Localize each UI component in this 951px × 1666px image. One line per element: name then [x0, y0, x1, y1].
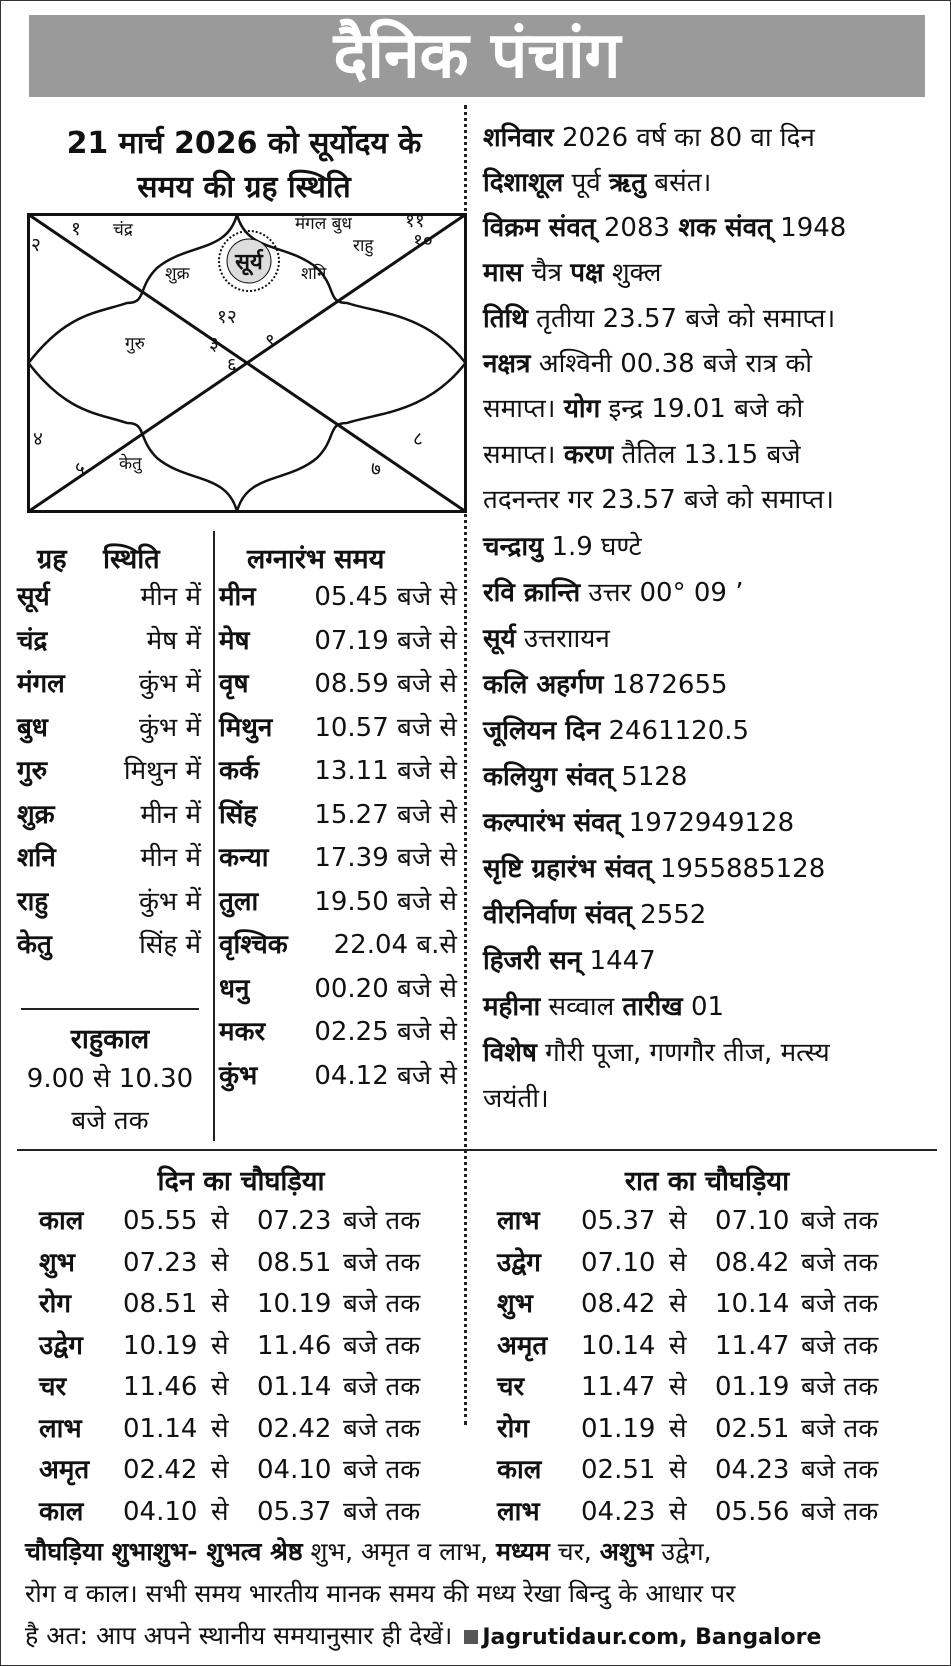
choghadiya-suffix: बजे तक: [343, 1206, 421, 1236]
grah-planet: शुक्र: [17, 799, 55, 830]
lagna-time: 07.19 बजे से: [314, 625, 457, 656]
kaliyug-line: कलियुग संवत् 5128: [483, 762, 688, 792]
planet-ketu: केतु: [119, 454, 142, 474]
mahina-line: महीना सव्वाल तारीख 01: [483, 992, 725, 1022]
choghadiya-row: [497, 1247, 937, 1281]
house-6: ६: [227, 354, 237, 376]
chandrayu-line: चन्द्रायु 1.9 घण्टे: [483, 532, 642, 562]
house-9: ९: [265, 330, 275, 352]
lagna-row: [219, 712, 461, 746]
grah-row: [17, 581, 207, 615]
choghadiya-row: [497, 1413, 937, 1447]
choghadiya-row: [497, 1454, 937, 1488]
lagna-sign: कुंभ: [219, 1060, 258, 1091]
choghadiya-from: 07.10: [581, 1247, 656, 1278]
choghadiya-se: से: [669, 1247, 687, 1278]
choghadiya-name: काल: [39, 1206, 84, 1236]
choghadiya-to: 02.42: [257, 1413, 332, 1444]
choghadiya-to: 07.10: [715, 1206, 790, 1236]
kali-line: कलि अहर्गण 1872655: [483, 670, 728, 700]
dishashool-line: दिशाशूल पूर्व ऋतु बसंत।: [483, 168, 712, 198]
choghadiya-suffix: बजे तक: [343, 1372, 421, 1402]
choghadiya-from: 05.55: [123, 1206, 198, 1236]
footer-line-2: रोग व काल। सभी समय भारतीय मानक समय की मध्य रेखा बिन्दु के आधार पर: [25, 1579, 736, 1608]
choghadiya-to: 05.56: [715, 1496, 790, 1527]
choghadiya-row: [39, 1330, 479, 1364]
planet-mangal-budh: मंगल बुध: [295, 214, 352, 234]
choghadiya-row: [39, 1205, 479, 1239]
house-5: ५: [75, 458, 85, 480]
choghadiya-from: 01.19: [581, 1413, 656, 1444]
lagna-time: 00.20 बजे से: [314, 973, 457, 1004]
lagna-row: [219, 1016, 461, 1050]
choghadiya-suffix: बजे तक: [801, 1289, 879, 1319]
choghadiya-se: से: [669, 1289, 687, 1319]
grah-row: [17, 625, 207, 659]
lagna-time: 04.12 बजे से: [314, 1060, 457, 1091]
choghadiya-row: [497, 1371, 937, 1405]
lagna-time: 19.50 बजे से: [314, 886, 457, 917]
choghadiya-divider: [17, 1149, 937, 1151]
lagna-sign: धनु: [219, 973, 250, 1004]
choghadiya-row: [39, 1413, 479, 1447]
vishesh-cont-line: जयंती।: [483, 1084, 549, 1114]
planet-shani: शनि: [301, 264, 327, 284]
choghadiya-row: [39, 1371, 479, 1405]
choghadiya-suffix: बजे तक: [801, 1247, 879, 1278]
planet-shukra: शुक्र: [165, 264, 190, 284]
grah-planet: केतु: [17, 930, 52, 960]
house-7: ७: [371, 458, 381, 480]
grah-sign: कुंभ में: [138, 886, 201, 917]
choghadiya-to: 11.46: [257, 1330, 332, 1361]
house-4: ४: [33, 428, 43, 450]
choghadiya-se: से: [211, 1247, 229, 1278]
planet-guru: गुरु: [125, 334, 145, 354]
choghadiya-from: 10.14: [581, 1330, 656, 1361]
choghadiya-suffix: बजे तक: [801, 1496, 879, 1527]
choghadiya-from: 07.23: [123, 1247, 198, 1278]
grah-planet: बुध: [17, 712, 48, 743]
choghadiya-name: चर: [39, 1372, 67, 1402]
srishti-line: सृष्टि ग्रहारंभ संवत् 1955885128: [483, 854, 826, 884]
din-choghadiya-header: दिन का चौघड़िया: [157, 1166, 325, 1197]
choghadiya-suffix: बजे तक: [343, 1413, 421, 1444]
weekday-line: शनिवार 2026 वर्ष का 80 वा दिन: [483, 123, 815, 153]
choghadiya-from: 11.47: [581, 1372, 656, 1402]
lagna-header: लग्नारंभ समय: [247, 544, 385, 575]
lagna-row: [219, 973, 461, 1007]
grah-sign: कुंभ में: [138, 712, 201, 743]
choghadiya-name: काल: [39, 1496, 84, 1527]
choghadiya-to: 01.19: [715, 1372, 790, 1402]
lagna-sign: वृश्चिक: [219, 930, 288, 960]
choghadiya-row: [497, 1288, 937, 1322]
grah-row: [17, 842, 207, 876]
choghadiya-row: [39, 1496, 479, 1530]
vishesh-line: विशेष गौरी पूजा, गणगौर तीज, मत्स्य: [483, 1038, 830, 1068]
choghadiya-row: [497, 1205, 937, 1239]
choghadiya-se: से: [211, 1413, 229, 1444]
lagna-sign: मकर: [219, 1017, 266, 1047]
tithi-line: तिथि तृतीया 23.57 बजे को समाप्त।: [483, 304, 836, 334]
footer-credit: Jagrutidaur.com, Bangalore: [482, 1625, 822, 1650]
choghadiya-from: 02.42: [123, 1455, 198, 1485]
choghadiya-row: [39, 1288, 479, 1322]
house-1: १: [71, 218, 81, 240]
chart-heading-line1: 21 मार्च 2026 को सूर्योदय के: [66, 126, 422, 161]
lagna-time: 13.11 बजे से: [314, 756, 457, 786]
lagna-sign: मिथुन: [219, 712, 273, 743]
ravi-kranti-line: रवि क्रान्ति उत्तर 00° 09 ’: [483, 578, 744, 608]
lagna-time: 02.25 बजे से: [314, 1017, 457, 1047]
choghadiya-to: 07.23: [257, 1206, 332, 1236]
choghadiya-suffix: बजे तक: [801, 1372, 879, 1402]
lagna-time: 22.04 ब.से: [333, 930, 457, 960]
choghadiya-name: उद्वेग: [497, 1247, 541, 1278]
veer-line: वीरनिर्वाण संवत् 2552: [483, 900, 707, 930]
house-8: ८: [413, 428, 423, 450]
choghadiya-from: 04.23: [581, 1496, 656, 1527]
grah-row: [17, 799, 207, 833]
grah-header: ग्रह: [37, 544, 67, 575]
choghadiya-suffix: बजे तक: [343, 1496, 421, 1527]
choghadiya-from: 11.46: [123, 1372, 198, 1402]
lagna-row: [219, 755, 461, 789]
house-3: ३: [209, 333, 219, 355]
hijri-line: हिजरी सन् 1447: [483, 946, 656, 976]
karan-line: समाप्त। करण तैतिल 13.15 बजे: [483, 440, 801, 470]
grah-sign: मेष में: [146, 625, 201, 656]
choghadiya-se: से: [669, 1413, 687, 1444]
lagna-time: 10.57 बजे से: [314, 712, 457, 743]
sthiti-header: स्थिति: [103, 544, 160, 575]
choghadiya-se: से: [211, 1289, 229, 1319]
choghadiya-from: 04.10: [123, 1496, 198, 1527]
choghadiya-se: से: [211, 1496, 229, 1527]
rahukaal-suffix: बजे तक: [71, 1106, 149, 1136]
choghadiya-se: से: [211, 1455, 229, 1485]
choghadiya-se: से: [211, 1206, 229, 1236]
choghadiya-row: [39, 1247, 479, 1281]
choghadiya-name: लाभ: [39, 1413, 82, 1444]
lagna-sign: तुला: [219, 886, 259, 917]
grah-planet: राहु: [17, 886, 49, 917]
choghadiya-to: 04.23: [715, 1455, 790, 1485]
rahukaal-time: 9.00 से 10.30: [26, 1064, 194, 1094]
house-2: २: [31, 234, 41, 256]
footer-line-1: चौघड़िया शुभाशुभ- शुभत्व श्रेष्ठ शुभ, अमृत व लाभ, मध्यम चर, अशुभ उद्वेग,: [25, 1537, 712, 1566]
lagna-row: [219, 799, 461, 833]
choghadiya-to: 08.42: [715, 1247, 790, 1278]
lagna-row: [219, 1060, 461, 1094]
choghadiya-se: से: [211, 1372, 229, 1402]
grah-planet: चंद्र: [17, 625, 48, 656]
choghadiya-name: रोग: [497, 1413, 530, 1444]
choghadiya-row: [497, 1330, 937, 1364]
nakshatra-line: नक्षत्र अश्विनी 00.38 बजे रात्र को: [483, 349, 813, 379]
choghadiya-row: [39, 1454, 479, 1488]
choghadiya-se: से: [669, 1496, 687, 1527]
choghadiya-suffix: बजे तक: [343, 1455, 421, 1485]
choghadiya-se: से: [669, 1455, 687, 1485]
planet-chandra: चंद्र: [113, 220, 133, 240]
chart-heading-line2: समय की ग्रह स्थिति: [137, 170, 351, 205]
house-12: १२: [217, 306, 237, 328]
grah-sign: मिथुन में: [123, 756, 201, 786]
kundali-chart: [27, 213, 467, 513]
samvat-line: विक्रम संवत् 2083 शक संवत् 1948: [483, 213, 847, 243]
choghadiya-name: शुभ: [39, 1247, 75, 1278]
lagna-time: 05.45 बजे से: [314, 582, 457, 612]
house-10: १०: [413, 230, 433, 252]
grah-planet: सूर्य: [17, 582, 50, 612]
grah-row: [17, 668, 207, 702]
lagna-sign: वृष: [219, 669, 249, 699]
choghadiya-to: 01.14: [257, 1372, 332, 1402]
lagna-row: [219, 581, 461, 615]
choghadiya-name: अमृत: [39, 1455, 90, 1485]
choghadiya-suffix: बजे तक: [343, 1330, 421, 1361]
choghadiya-name: रोग: [39, 1289, 72, 1319]
choghadiya-from: 08.42: [581, 1289, 656, 1319]
choghadiya-se: से: [211, 1330, 229, 1361]
choghadiya-to: 10.14: [715, 1289, 790, 1319]
choghadiya-se: से: [669, 1206, 687, 1236]
choghadiya-to: 02.51: [715, 1413, 790, 1444]
choghadiya-to: 04.10: [257, 1455, 332, 1485]
lagna-row: [219, 625, 461, 659]
grah-row: [17, 712, 207, 746]
grah-row: [17, 886, 207, 920]
square-icon: [464, 1630, 478, 1644]
grah-planet: शनि: [17, 843, 56, 873]
raat-choghadiya-header: रात का चौघड़िया: [624, 1166, 790, 1197]
choghadiya-suffix: बजे तक: [801, 1206, 879, 1236]
maas-line: मास चैत्र पक्ष शुक्ल: [483, 258, 662, 288]
footer-line-3: है अत: आप अपने स्थानीय समयानुसार ही देखें। Jagrutidaur.com, Bangalore: [25, 1621, 822, 1650]
grah-sign: मीन में: [140, 843, 201, 873]
choghadiya-suffix: बजे तक: [343, 1247, 421, 1278]
footer-note: [25, 1531, 935, 1659]
lagna-sign: कर्क: [219, 756, 259, 786]
grah-lagna-divider: [213, 531, 215, 1141]
choghadiya-from: 05.37: [581, 1206, 656, 1236]
grah-sign: मीन में: [140, 799, 201, 830]
grah-planet: गुरु: [17, 756, 48, 786]
choghadiya-suffix: बजे तक: [801, 1455, 879, 1485]
house-11: ११: [405, 213, 425, 232]
lagna-time: 15.27 बजे से: [314, 799, 457, 830]
choghadiya-row: [497, 1496, 937, 1530]
choghadiya-to: 10.19: [257, 1289, 332, 1319]
choghadiya-from: 02.51: [581, 1455, 656, 1485]
choghadiya-to: 05.37: [257, 1496, 332, 1527]
grah-sign: कुंभ में: [138, 669, 201, 699]
choghadiya-name: उद्वेग: [39, 1330, 83, 1361]
lagna-sign: कन्या: [219, 843, 269, 873]
karan-cont-line: तदनन्तर गर 23.57 बजे को समाप्त।: [483, 485, 834, 515]
yog-line: समाप्त। योग इन्द्र 19.01 बजे को: [483, 394, 804, 424]
choghadiya-suffix: बजे तक: [343, 1289, 421, 1319]
choghadiya-to: 11.47: [715, 1330, 790, 1361]
choghadiya-name: शुभ: [497, 1289, 533, 1319]
planet-rahu: राहु: [353, 236, 374, 256]
lagna-row: [219, 842, 461, 876]
grah-row: [17, 929, 207, 963]
kalparambh-line: कल्पारंभ संवत् 1972949128: [483, 808, 795, 838]
choghadiya-from: 10.19: [123, 1330, 198, 1361]
choghadiya-name: काल: [497, 1455, 542, 1485]
grah-sign: मीन में: [140, 582, 201, 612]
lagna-row: [219, 886, 461, 920]
choghadiya-se: से: [669, 1372, 687, 1402]
choghadiya-suffix: बजे तक: [801, 1413, 879, 1444]
choghadiya-name: लाभ: [497, 1496, 540, 1527]
page-title: दैनिक पंचांग: [29, 15, 925, 97]
choghadiya-from: 08.51: [123, 1289, 198, 1319]
choghadiya-suffix: बजे तक: [801, 1330, 879, 1361]
rahukaal-divider: [21, 1008, 199, 1010]
julian-line: जूलियन दिन 2461120.5: [483, 716, 750, 746]
grah-sign: सिंह में: [139, 930, 201, 960]
choghadiya-se: से: [669, 1330, 687, 1361]
choghadiya-name: अमृत: [497, 1330, 548, 1361]
choghadiya-name: लाभ: [497, 1206, 540, 1236]
lagna-time: 17.39 बजे से: [314, 843, 457, 873]
choghadiya-name: चर: [497, 1372, 525, 1402]
surya-line: सूर्य उत्तराायन: [483, 624, 610, 654]
lagna-time: 08.59 बजे से: [314, 669, 457, 699]
grah-planet: मंगल: [17, 669, 65, 699]
rahukaal-label: राहुकाल: [70, 1024, 150, 1055]
choghadiya-to: 08.51: [257, 1247, 332, 1278]
lagna-sign: सिंह: [219, 799, 258, 830]
lagna-row: [219, 929, 461, 963]
grah-row: [17, 755, 207, 789]
sun-label: सूर्य: [235, 250, 263, 275]
lagna-sign: मीन: [219, 582, 256, 612]
choghadiya-from: 01.14: [123, 1413, 198, 1444]
lagna-row: [219, 668, 461, 702]
lagna-sign: मेष: [219, 625, 250, 656]
